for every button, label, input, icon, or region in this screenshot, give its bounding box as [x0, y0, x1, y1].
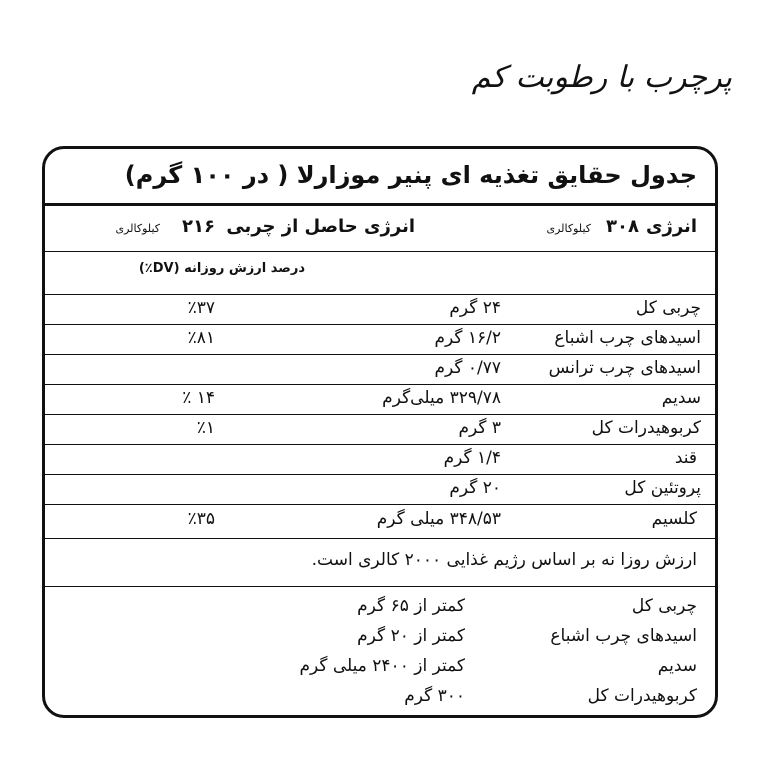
list-item — [45, 654, 715, 684]
table-row — [45, 384, 715, 414]
nutrient-amount: ۲۰ گرم — [449, 478, 501, 498]
nutrient-dv: ٪۳۵ — [187, 509, 215, 529]
nutrient-amount: ۳۴۸/۵۳ میلی گرم — [376, 509, 501, 529]
nutrient-name: چربی کل — [635, 298, 701, 318]
page-heading: پرچرب با رطوبت کم — [471, 60, 732, 95]
list-item — [45, 624, 715, 654]
nutrient-amount: ۰/۷۷ گرم — [434, 358, 501, 378]
table-row — [45, 294, 715, 324]
nutrient-name: اسیدهای چرب اشباع — [554, 328, 701, 348]
fat-energy-label: انرژی حاصل از چربی — [226, 216, 415, 237]
nutrient-amount: ۳ گرم — [458, 418, 501, 438]
nutrition-facts-table — [42, 146, 718, 718]
divider — [45, 251, 715, 252]
reference-value: کمتر از ۲۰ گرم — [357, 626, 465, 646]
energy-value: ۳۰۸ — [606, 216, 639, 237]
nutrient-name: کلسیم — [651, 509, 697, 529]
reference-name: کربوهیدرات کل — [587, 686, 697, 706]
dv-header: درصد ارزش روزانه (DV٪) — [138, 261, 305, 276]
energy-row — [45, 203, 715, 251]
nutrient-amount: ۱۶/۲ گرم — [434, 328, 501, 348]
table-row — [45, 354, 715, 384]
reference-value: کمتر از ۲۴۰۰ میلی گرم — [299, 656, 465, 676]
nutrient-dv: ٪۸۱ — [187, 328, 215, 348]
table-row — [45, 324, 715, 354]
table-row — [45, 414, 715, 444]
list-item — [45, 684, 715, 714]
divider — [45, 586, 715, 587]
nutrient-amount: ۲۴ گرم — [449, 298, 501, 318]
nutrient-amount: ۱/۴ گرم — [443, 448, 501, 468]
nutrient-name: پروتئین کل — [624, 478, 701, 498]
fat-energy-value: ۲۱۶ — [182, 216, 215, 237]
table-title: جدول حقایق تغذیه ای پنیر موزارلا ( در ۱۰۰ گرم) — [124, 161, 697, 189]
reference-value: ۳۰۰ گرم — [404, 686, 465, 706]
table-row — [45, 444, 715, 474]
table-row — [45, 474, 715, 504]
reference-name: اسیدهای چرب اشباع — [550, 626, 697, 646]
nutrient-dv: ۱۴ ٪ — [182, 388, 215, 408]
table-row — [45, 504, 715, 538]
list-item — [45, 594, 715, 624]
nutrient-dv: ٪۱ — [196, 418, 215, 438]
fat-energy-unit: کیلوکالری — [115, 222, 160, 235]
energy-unit: کیلوکالری — [546, 222, 591, 235]
nutrient-name: سدیم — [661, 388, 701, 408]
dv-header-row — [45, 261, 715, 291]
daily-value-note-row — [45, 538, 715, 586]
nutrient-name: اسیدهای چرب ترانس — [548, 358, 701, 378]
nutrient-amount: ۳۲۹/۷۸ میلی‌گرم — [382, 388, 501, 408]
nutrient-name: قند — [674, 448, 697, 468]
nutrient-name: کربوهیدرات کل — [591, 418, 701, 438]
energy-label: انرژی — [646, 216, 697, 237]
reference-name: سدیم — [657, 656, 697, 676]
nutrient-dv: ٪۳۷ — [187, 298, 215, 318]
reference-name: چربی کل — [631, 596, 697, 616]
daily-value-note: ارزش روزا نه بر اساس رژیم غذایی ۲۰۰۰ کالری است. — [311, 550, 697, 570]
reference-value: کمتر از ۶۵ گرم — [357, 596, 465, 616]
